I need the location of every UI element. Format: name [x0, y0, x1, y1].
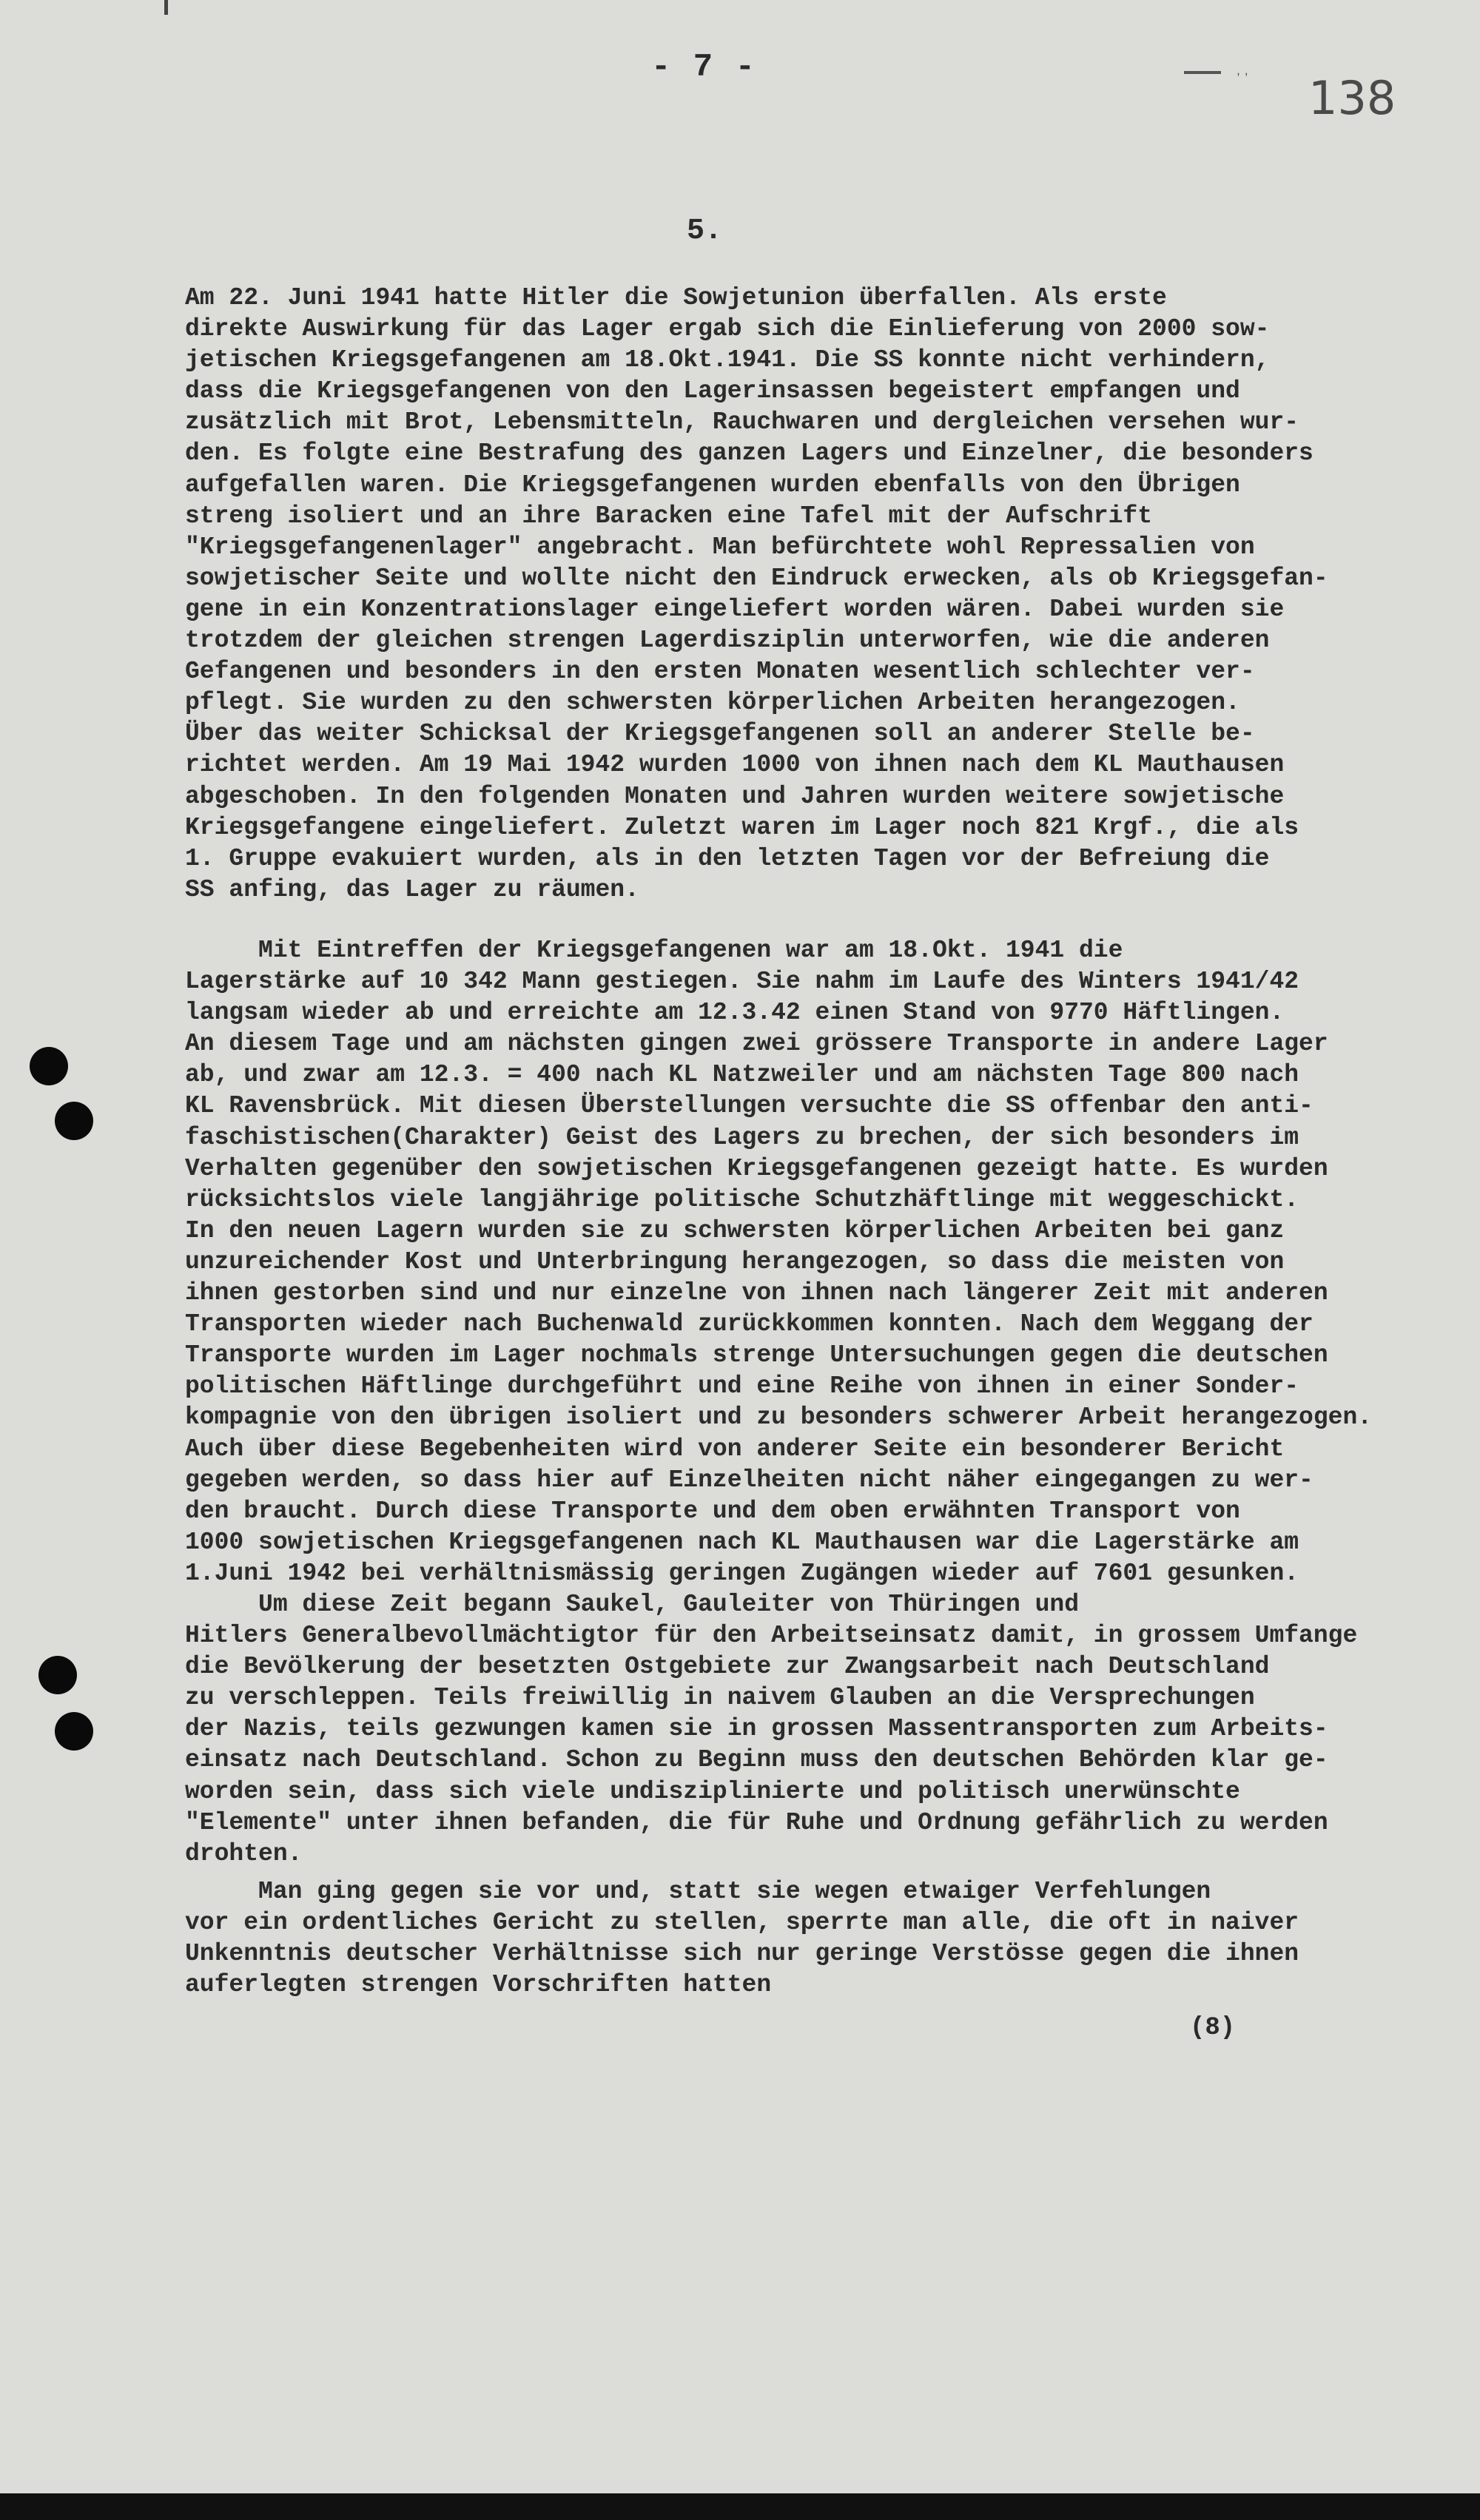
- text-line: 1.Juni 1942 bei verhältnismässig geringen Zugängen wieder auf 7601 gesunken.: [185, 1559, 1299, 1587]
- text-line: pflegt. Sie wurden zu den schwersten körperlichen Arbeiten herangezogen.: [185, 689, 1240, 717]
- text-line: Lagerstärke auf 10 342 Mann gestiegen. Sie nahm im Laufe des Winters 1941/42: [185, 968, 1299, 996]
- text-line: Am 22. Juni 1941 hatte Hitler die Sowjetunion überfallen. Als erste: [185, 284, 1167, 311]
- text-line: Transporten wieder nach Buchenwald zurückkommen konnten. Nach dem Weggang der: [185, 1310, 1314, 1338]
- text-line: KL Ravensbrück. Mit diesen Überstellungen versuchte die SS offenbar den anti-: [185, 1092, 1314, 1120]
- text-line: Gefangenen und besonders in den ersten Monaten wesentlich schlechter ver-: [185, 658, 1255, 686]
- text-line: rücksichtslos viele langjährige politische Schutzhäftlinge mit weggeschickt.: [185, 1185, 1299, 1213]
- text-line: faschistischen(Charakter) Geist des Lagers zu brechen, der sich besonders im: [185, 1123, 1299, 1151]
- text-line: dass die Kriegsgefangenen von den Lagerinsassen begeistert empfangen und: [185, 377, 1240, 405]
- text-line: Über das weiter Schicksal der Kriegsgefangenen soll an anderer Stelle be-: [185, 720, 1255, 748]
- archive-mark-small: ʼʼ: [1234, 73, 1251, 87]
- text-line: aufgefallen waren. Die Kriegsgefangenen wurden ebenfalls von den Übrigen: [185, 471, 1240, 499]
- text-line: trotzdem der gleichen strengen Lagerdisziplin unterworfen, wie die anderen: [185, 627, 1270, 655]
- text-line: jetischen Kriegsgefangenen am 18.Okt.1941. Die SS konnte nicht verhindern,: [185, 346, 1270, 374]
- text-line: langsam wieder ab und erreichte am 12.3.42 einen Stand von 9770 Häftlingen.: [185, 999, 1285, 1027]
- text-line: einsatz nach Deutschland. Schon zu Beginn muss den deutschen Behörden klar ge-: [185, 1746, 1328, 1774]
- text-line: kompagnie von den übrigen isoliert und zu besonders schwerer Arbeit herangezogen.: [185, 1404, 1373, 1432]
- punch-hole: [30, 1047, 68, 1085]
- text-line: direkte Auswirkung für das Lager ergab sich die Einlieferung von 2000 sow-: [185, 315, 1270, 343]
- text-line: zu verschleppen. Teils freiwillig in naivem Glauben an die Versprechungen: [185, 1684, 1255, 1712]
- text-line: SS anfing, das Lager zu räumen.: [185, 875, 639, 903]
- paragraph-camp-strength: [185, 935, 1406, 1589]
- paragraph-arrests: [185, 1876, 1406, 2001]
- text-line: Unkenntnis deutscher Verhältnisse sich nur geringe Verstösse gegen die ihnen: [185, 1940, 1299, 1968]
- text-line: worden sein, dass sich viele undisziplinierte und politisch unerwünschte: [185, 1777, 1240, 1805]
- text-line: Mit Eintreffen der Kriegsgefangenen war am 18.Okt. 1941 die: [185, 937, 1123, 964]
- archive-number: 138: [1308, 71, 1396, 125]
- punch-hole: [55, 1712, 93, 1751]
- text-line: drohten.: [185, 1839, 303, 1867]
- text-line: Auch über diese Begebenheiten wird von anderer Seite ein besonderer Bericht: [185, 1435, 1285, 1463]
- text-line: Verhalten gegenüber den sowjetischen Kriegsgefangenen gezeigt hatte. Es wurden: [185, 1154, 1328, 1182]
- text-line: streng isoliert und an ihre Baracken eine Tafel mit der Aufschrift: [185, 502, 1153, 530]
- text-line: zusätzlich mit Brot, Lebensmitteln, Rauchwaren und dergleichen versehen wur-: [185, 408, 1299, 437]
- page-number: - 7 -: [651, 49, 757, 86]
- punch-hole: [55, 1102, 93, 1140]
- text-line: 1000 sowjetischen Kriegsgefangenen nach KL Mauthausen war die Lagerstärke am: [185, 1528, 1299, 1556]
- continuation-marker: (8): [1190, 2014, 1236, 2042]
- text-line: den braucht. Durch diese Transporte und dem oben erwähnten Transport von: [185, 1497, 1240, 1525]
- text-line: der Nazis, teils gezwungen kamen sie in grossen Massentransporten zum Arbeits-: [185, 1715, 1328, 1743]
- text-line: ab, und zwar am 12.3. = 400 nach KL Natzweiler und am nächsten Tage 800 nach: [185, 1061, 1299, 1089]
- text-line: auferlegten strengen Vorschriften hatten: [185, 1971, 772, 1999]
- text-line: gene in ein Konzentrationslager eingeliefert worden wären. Dabei wurden sie: [185, 595, 1285, 623]
- text-line: 1. Gruppe evakuiert wurden, als in den letzten Tagen vor der Befreiung die: [185, 844, 1270, 872]
- text-line: Kriegsgefangene eingeliefert. Zuletzt waren im Lager noch 821 Krgf., die als: [185, 813, 1299, 841]
- text-line: den. Es folgte eine Bestrafung des ganzen Lagers und Einzelner, die besonders: [185, 439, 1314, 468]
- scan-border: [0, 2493, 1480, 2520]
- text-line: sowjetischer Seite und wollte nicht den Eindruck erwecken, als ob Kriegsgefan-: [185, 564, 1328, 592]
- text-line: Man ging gegen sie vor und, statt sie wegen etwaiger Verfehlungen: [185, 1878, 1211, 1905]
- text-line: richtet werden. Am 19 Mai 1942 wurden 1000 von ihnen nach dem KL Mauthausen: [185, 751, 1285, 779]
- text-line: ihnen gestorben sind und nur einzelne von ihnen nach längerer Zeit mit anderen: [185, 1279, 1328, 1307]
- text-line: Transporte wurden im Lager nochmals strenge Untersuchungen gegen die deutschen: [185, 1341, 1328, 1370]
- text-line: abgeschoben. In den folgenden Monaten und Jahren wurden weitere sowjetische: [185, 782, 1285, 810]
- text-line: gegeben werden, so dass hier auf Einzelheiten nicht näher eingegangen zu wer-: [185, 1466, 1314, 1494]
- text-line: unzureichender Kost und Unterbringung herangezogen, so dass die meisten von: [185, 1247, 1285, 1276]
- paragraph-soviet-pow: [185, 283, 1406, 906]
- text-line: die Bevölkerung der besetzten Ostgebiete zur Zwangsarbeit nach Deutschland: [185, 1653, 1270, 1681]
- paragraph-forced-labour: [185, 1589, 1406, 1870]
- text-line: An diesem Tage und am nächsten gingen zwei grössere Transporte in andere Lager: [185, 1030, 1328, 1058]
- text-line: Hitlers Generalbevollmächtigtor für den Arbeitseinsatz damit, in grossem Umfange: [185, 1622, 1358, 1650]
- text-line: "Kriegsgefangenenlager" angebracht. Man befürchtete wohl Repressalien von: [185, 533, 1255, 561]
- scan-edge-mark: [164, 0, 168, 15]
- text-line: In den neuen Lagern wurden sie zu schwersten körperlichen Arbeiten bei ganz: [185, 1216, 1285, 1244]
- text-line: Um diese Zeit begann Saukel, Gauleiter von Thüringen und: [185, 1591, 1079, 1618]
- punch-hole: [38, 1656, 77, 1694]
- text-line: "Elemente" unter ihnen befanden, die für Ruhe und Ordnung gefährlich zu werden: [185, 1808, 1328, 1836]
- text-line: politischen Häftlinge durchgeführt und eine Reihe von ihnen in einer Sonder-: [185, 1372, 1299, 1401]
- text-line: vor ein ordentliches Gericht zu stellen, sperrte man alle, die oft in naiver: [185, 1909, 1299, 1937]
- archive-stroke: [1184, 71, 1221, 74]
- section-number: 5.: [687, 215, 723, 248]
